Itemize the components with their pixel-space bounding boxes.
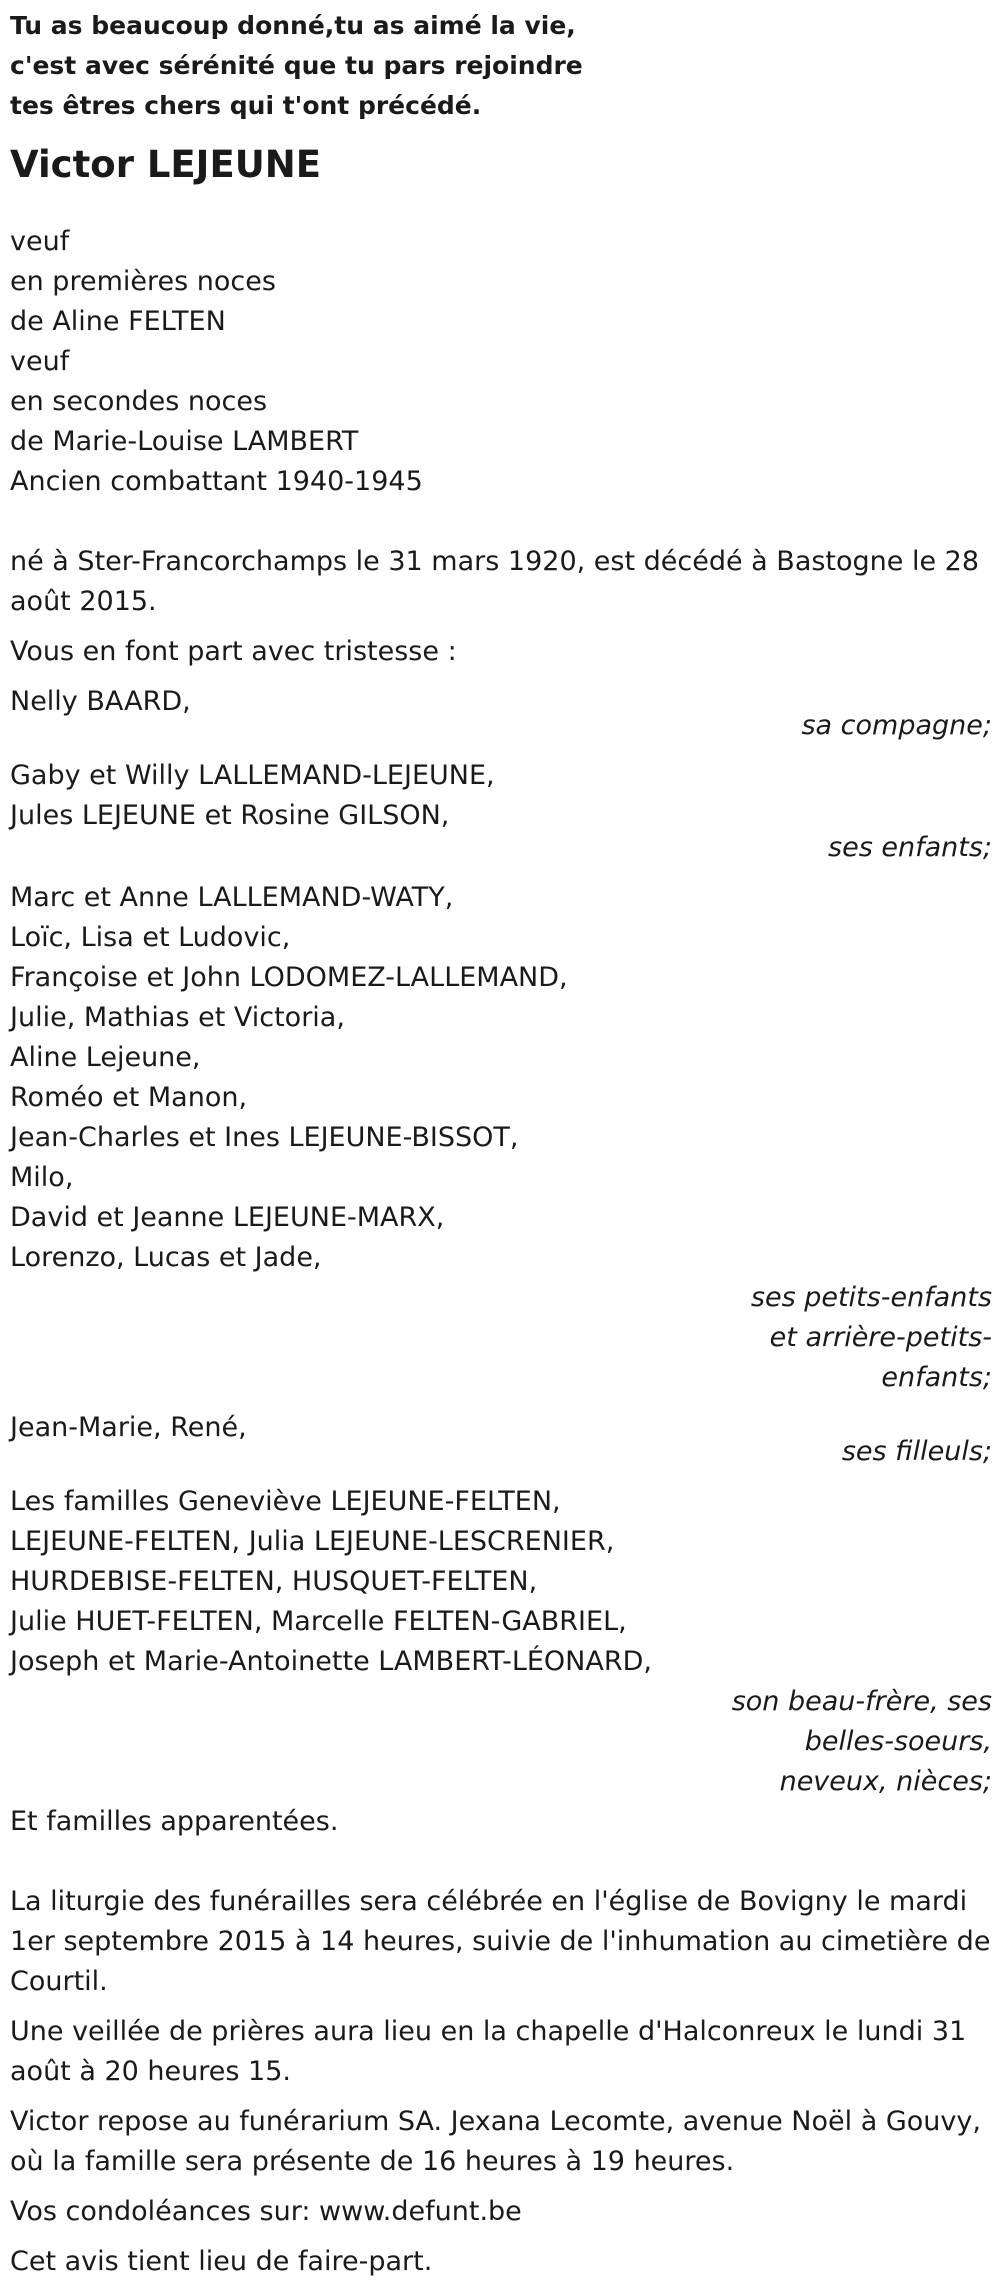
deceased-name: Victor LEJEUNE [10, 143, 322, 186]
family-name-line: Milo, [10, 1162, 74, 1193]
status-line: de Aline FELTEN [10, 306, 226, 337]
role-line: et arrière-petits- [769, 1322, 992, 1353]
status-line: de Marie-Louise LAMBERT [10, 426, 359, 457]
poem-line: Tu as beaucoup donné,tu as aimé la vie, [10, 11, 576, 40]
family-name-line: Nelly BAARD, [10, 686, 191, 717]
family-name-line: Jean-Marie, René, [10, 1412, 247, 1443]
liturgy-details: La liturgie des funérailles sera célébrée en l'église de Bovigny le mardi 1er septembre 2015 à 14 heures, suivie de l'inhumation au cimetière de Courtil. [10, 1886, 991, 1997]
related-families: Et familles apparentées. [10, 1806, 339, 1837]
role-line: belles-soeurs, [804, 1726, 992, 1757]
family-group-names [10, 1482, 992, 1682]
family-name-line: Jules LEJEUNE et Rosine GILSON, [10, 800, 450, 831]
role-line: ses filleuls; [841, 1436, 992, 1467]
funeral-home-details: Victor repose au funérarium SA. Jexana Lecomte, avenue Noël à Gouvy, où la famille sera présente de 16 heures à 19 heures. [10, 2106, 981, 2177]
family-name-line: Aline Lejeune, [10, 1042, 201, 1073]
family-name-line: Gaby et Willy LALLEMAND-LEJEUNE, [10, 760, 495, 791]
announcement: Vous en font part avec tristesse : [10, 636, 457, 667]
family-name-line: Julie, Mathias et Victoria, [10, 1002, 345, 1033]
family-name-line: Françoise et John LODOMEZ-LALLEMAND, [10, 962, 568, 993]
role-line: enfants; [881, 1362, 992, 1393]
family-group-role [10, 1278, 992, 1398]
status-lines [10, 222, 992, 502]
vigil-details: Une veillée de prières aura lieu en la chapelle d'Halconreux le lundi 31 août à 20 heures 15. [10, 2016, 967, 2087]
family-name-line: HURDEBISE-FELTEN, HUSQUET-FELTEN, [10, 1566, 538, 1597]
family-group-role [10, 1682, 992, 1802]
condolences-line: Vos condoléances sur: www.defunt.be [10, 2196, 522, 2227]
role-line: neveux, nièces; [779, 1766, 992, 1797]
family-name-line: Julie HUET-FELTEN, Marcelle FELTEN-GABRIEL, [10, 1606, 627, 1637]
role-line: son beau-frère, ses [731, 1686, 992, 1717]
obituary-column [10, 0, 992, 2282]
closing-note: Cet avis tient lieu de faire-part. [10, 2246, 433, 2277]
role-line: sa compagne; [801, 710, 992, 741]
poem-line: c'est avec sérénité que tu pars rejoindre [10, 51, 583, 80]
role-line: ses petits-enfants [750, 1282, 992, 1313]
family-group-names [10, 878, 992, 1278]
family-name-line: Les familles Geneviève LEJEUNE-FELTEN, [10, 1486, 561, 1517]
role-line: ses enfants; [828, 832, 992, 863]
family-name-line: Roméo et Manon, [10, 1082, 248, 1113]
status-line: veuf [10, 346, 70, 377]
status-line: en secondes noces [10, 386, 268, 417]
poem-line: tes êtres chers qui t'ont précédé. [10, 91, 482, 120]
family-name-line: David et Jeanne LEJEUNE-MARX, [10, 1202, 445, 1233]
poem [10, 6, 992, 126]
family-name-line: Loïc, Lisa et Ludovic, [10, 922, 291, 953]
family-name-line: Lorenzo, Lucas et Jade, [10, 1242, 322, 1273]
family-name-line: Joseph et Marie-Antoinette LAMBERT-LÉONARD, [10, 1646, 652, 1677]
status-line: Ancien combattant 1940-1945 [10, 466, 423, 497]
family-name-line: LEJEUNE-FELTEN, Julia LEJEUNE-LESCRENIER, [10, 1526, 615, 1557]
family-name-line: Marc et Anne LALLEMAND-WATY, [10, 882, 454, 913]
status-line: veuf [10, 226, 70, 257]
family-name-line: Jean-Charles et Ines LEJEUNE-BISSOT, [10, 1122, 519, 1153]
status-line: en premières noces [10, 266, 276, 297]
birth-death: né à Ster-Francorchamps le 31 mars 1920, est décédé à Bastogne le 28 août 2015. [10, 546, 980, 617]
family-group-names [10, 756, 992, 836]
